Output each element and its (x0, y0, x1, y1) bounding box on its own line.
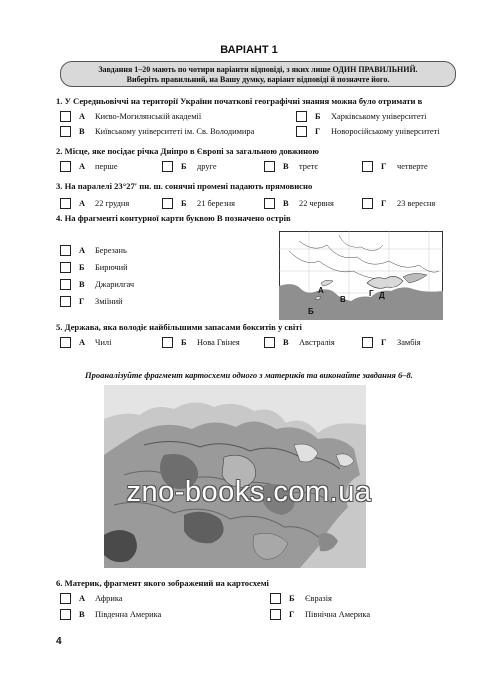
instructions-banner (60, 61, 456, 87)
question-1: 1. У Середньовіччі на території України початкові географічні знання можна було отримати в (56, 96, 423, 106)
checkbox[interactable] (270, 609, 281, 620)
instructions-line-2: Виберіть правильний, на Вашу думку, варіант відповіді й позначте його. (126, 75, 390, 84)
page-number: 4 (56, 636, 62, 647)
checkbox[interactable] (362, 161, 373, 172)
checkbox[interactable] (60, 609, 71, 620)
question-4: 4. На фрагменті контурної карти буквою В позначено острів (56, 213, 291, 223)
map-label-g: Г (369, 289, 374, 298)
checkbox[interactable] (264, 161, 275, 172)
watermark: zno-books.com.ua (126, 476, 372, 508)
q2-option-c[interactable]: В третє (264, 161, 318, 172)
checkbox[interactable] (362, 198, 373, 209)
checkbox[interactable] (60, 126, 71, 137)
q2-option-b[interactable]: Б друге (162, 161, 217, 172)
q1-option-d[interactable]: Г Новоросійському університеті (296, 126, 440, 137)
checkbox[interactable] (60, 593, 71, 604)
checkbox[interactable] (60, 337, 71, 348)
checkbox[interactable] (60, 296, 71, 307)
q5-option-a[interactable]: А Чилі (60, 337, 111, 348)
q6-option-c[interactable]: В Південна Америка (60, 609, 161, 620)
checkbox[interactable] (60, 198, 71, 209)
checkbox[interactable] (60, 245, 71, 256)
q5-option-b[interactable]: Б Нова Гвінея (162, 337, 240, 348)
checkbox[interactable] (60, 262, 71, 273)
map-label-a: А (318, 286, 324, 295)
map-label-b: Б (308, 307, 314, 316)
checkbox[interactable] (362, 337, 373, 348)
checkbox[interactable] (162, 337, 173, 348)
q1-option-a[interactable]: А Києво-Могилянській академії (60, 111, 201, 122)
q3-option-d[interactable]: Г 23 вересня (362, 198, 435, 209)
q3-option-b[interactable]: Б 21 березня (162, 198, 235, 209)
analysis-instruction: Проаналізуйте фрагмент картосхеми одного з материків та виконайте завдання 6–8. (85, 370, 413, 380)
q4-option-a[interactable]: А Березань (60, 245, 127, 256)
checkbox[interactable] (296, 126, 307, 137)
q1-option-b[interactable]: Б Харківському університеті (296, 111, 426, 122)
map-label-v: В (340, 295, 346, 304)
q2-option-a[interactable]: А перше (60, 161, 118, 172)
q6-option-d[interactable]: Г Північна Америка (270, 609, 370, 620)
q1-option-c[interactable]: В Київському університеті ім. Св. Володимира (60, 126, 254, 137)
q5-option-c[interactable]: В Австралія (264, 337, 335, 348)
q5-option-d[interactable]: Г Замбія (362, 337, 421, 348)
q6-option-b[interactable]: Б Євразія (270, 593, 332, 604)
q4-option-c[interactable]: В Джарилгач (60, 279, 134, 290)
checkbox[interactable] (60, 279, 71, 290)
checkbox[interactable] (264, 198, 275, 209)
question-6: 6. Материк, фрагмент якого зображений на картосхемі (56, 578, 269, 588)
instructions-line-1: Завдання 1–20 мають по чотири варіанти відповіді, з яких лише ОДИН ПРАВИЛЬНИЙ. (98, 65, 418, 74)
map-label-d: Д (379, 291, 385, 300)
page-title: ВАРІАНТ 1 (220, 44, 278, 56)
q4-option-d[interactable]: Г Зміїний (60, 296, 123, 307)
checkbox[interactable] (264, 337, 275, 348)
contour-map-black-sea (279, 231, 443, 320)
checkbox[interactable] (60, 161, 71, 172)
checkbox[interactable] (60, 111, 71, 122)
q4-option-b[interactable]: Б Бирючий (60, 262, 128, 273)
q2-option-d[interactable]: Г четверте (362, 161, 428, 172)
checkbox[interactable] (162, 198, 173, 209)
checkbox[interactable] (296, 111, 307, 122)
question-2: 2. Місце, яке посідає річка Дніпро в Європі за загальною довжиною (56, 146, 319, 156)
q3-option-c[interactable]: В 22 червня (264, 198, 334, 209)
checkbox[interactable] (270, 593, 281, 604)
question-3: 3. На паралелі 23°27′ пн. ш. сонячні промені падають прямовисно (56, 181, 313, 191)
q3-option-a[interactable]: А 22 грудня (60, 198, 129, 209)
q6-option-a[interactable]: А Африка (60, 593, 122, 604)
question-5: 5. Держава, яка володіє найбільшими запасами бокситів у світі (56, 322, 302, 332)
checkbox[interactable] (162, 161, 173, 172)
